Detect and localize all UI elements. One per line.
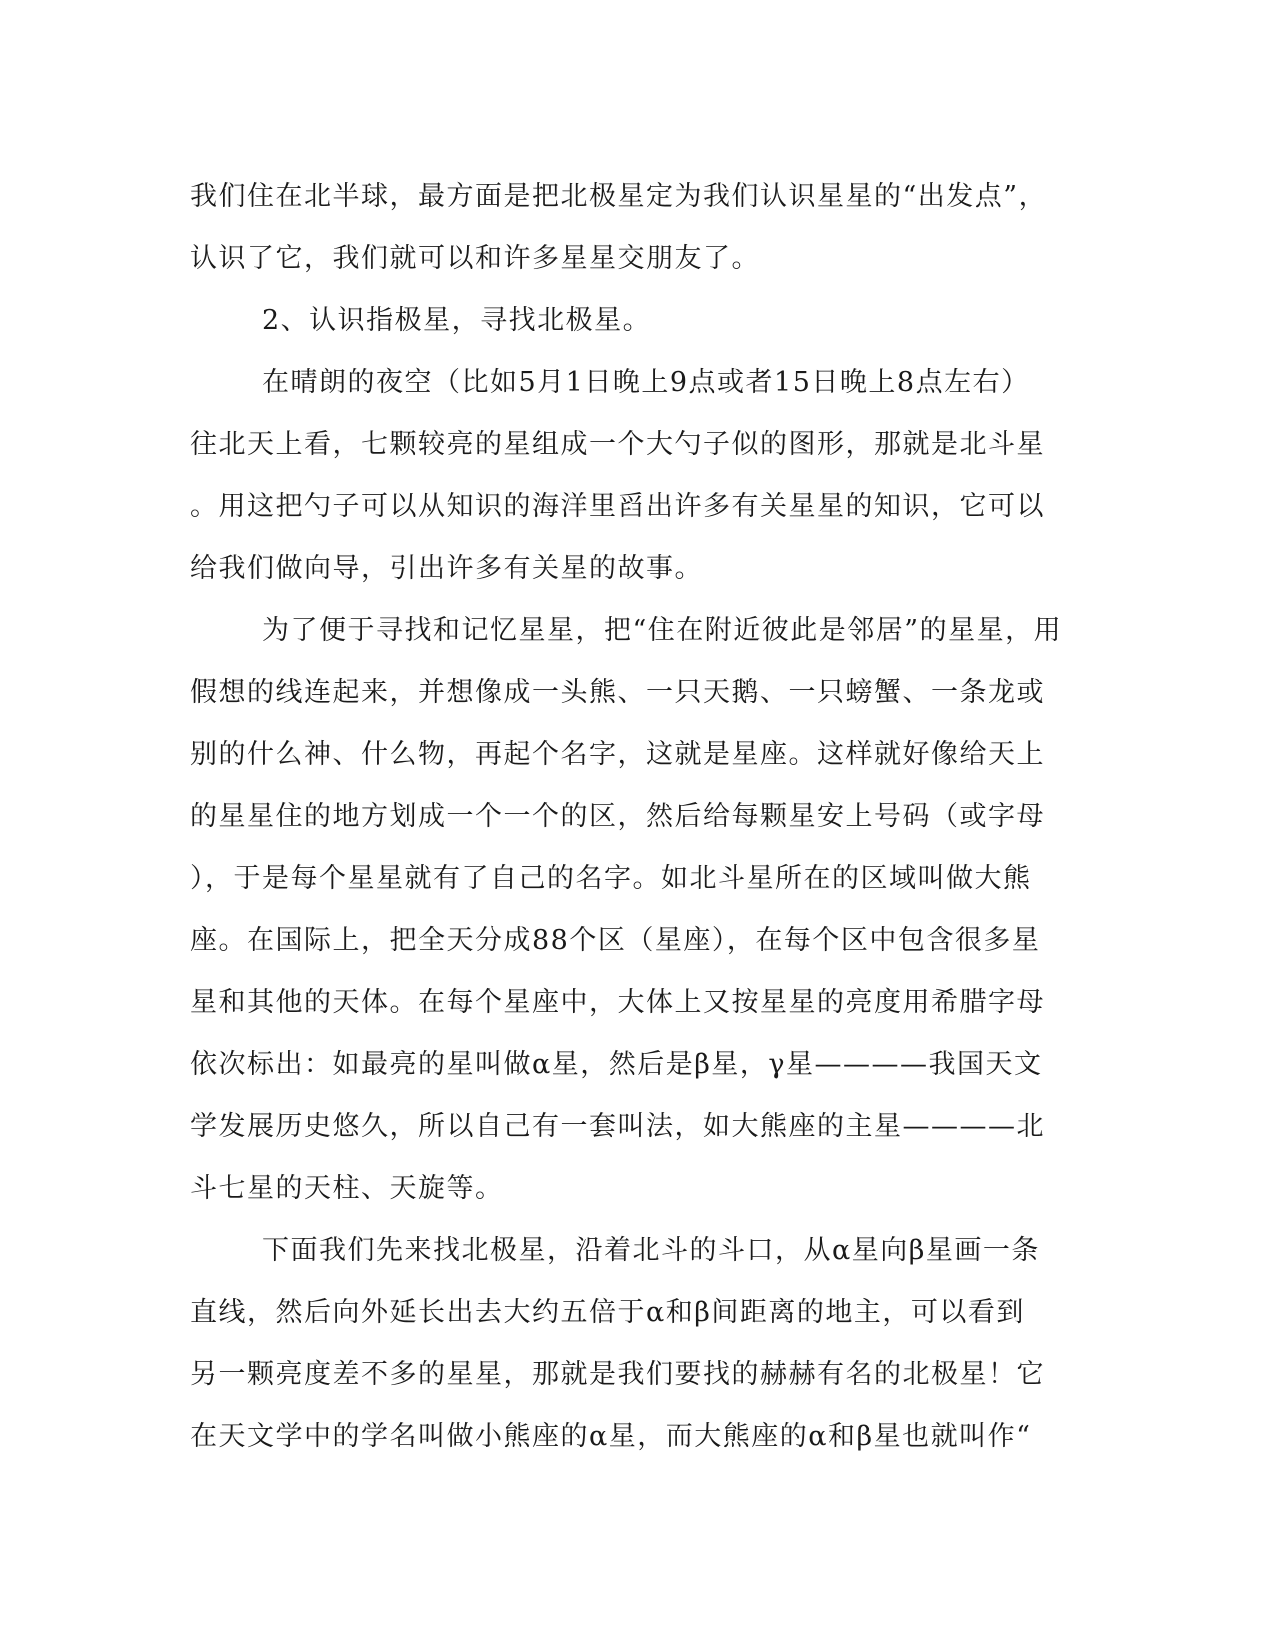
text-line: 学发展历史悠久，所以自己有一套叫法，如大熊座的主星————北: [190, 1111, 1045, 1142]
text-line: 。用这把勺子可以从知识的海洋里舀出许多有关星星的知识，它可以: [190, 491, 1045, 522]
text-line: 座。在国际上，把全天分成88个区（星座），在每个区中包含很多星: [190, 925, 1041, 956]
text-line: 别的什么神、什么物，再起个名字，这就是星座。这样就好像给天上: [190, 739, 1045, 770]
text-line: 我们住在北半球，最方面是把北极星定为我们认识星星的“出发点”，: [190, 181, 1048, 212]
text-line: 在晴朗的夜空（比如5月1日晚上9点或者15日晚上8点左右）: [262, 367, 1030, 398]
text-line: 为了便于寻找和记忆星星，把“住在附近彼此是邻居”的星星，用: [262, 615, 1063, 646]
text-line: ），于是每个星星就有了自己的名字。如北斗星所在的区域叫做大熊: [190, 863, 1032, 894]
text-line: 下面我们先来找北极星，沿着北斗的斗口，从α星向β星画一条: [262, 1235, 1040, 1266]
text-line: 在天文学中的学名叫做小熊座的α星，而大熊座的α和β星也就叫作“: [190, 1421, 1032, 1452]
text-line: 斗七星的天柱、天旋等。: [190, 1173, 504, 1204]
text-line: 往北天上看，七颗较亮的星组成一个大勺子似的图形，那就是北斗星: [190, 429, 1045, 460]
text-line: 另一颗亮度差不多的星星，那就是我们要找的赫赫有名的北极星！它: [190, 1359, 1045, 1390]
text-line: 依次标出：如最亮的星叫做α星，然后是β星，γ星————我国天文: [190, 1049, 1043, 1080]
text-line: 的星星住的地方划成一个一个的区，然后给每颗星安上号码（或字母: [190, 801, 1045, 832]
text-line: 认识了它，我们就可以和许多星星交朋友了。: [190, 243, 760, 274]
text-line: 星和其他的天体。在每个星座中，大体上又按星星的亮度用希腊字母: [190, 987, 1045, 1018]
body-text: [190, 166, 1090, 1468]
text-line: 给我们做向导，引出许多有关星的故事。: [190, 553, 703, 584]
section-heading: 2、认识指极星，寻找北极星。: [262, 305, 652, 336]
text-line: 直线，然后向外延长出去大约五倍于α和β间距离的地主，可以看到: [190, 1297, 1025, 1328]
text-line: 假想的线连起来，并想像成一头熊、一只天鹅、一只螃蟹、一条龙或: [190, 677, 1045, 708]
